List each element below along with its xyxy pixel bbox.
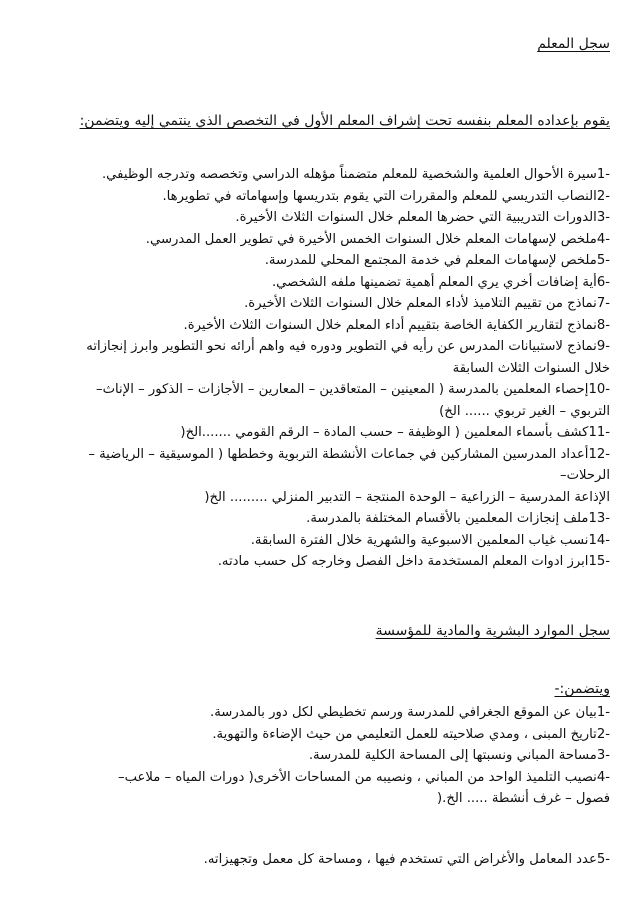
list-item: -15ابرز ادوات المعلم المستخدمة داخل الفصل وخارجه كل حسب مادته. <box>217 554 610 569</box>
list-item: -2النصاب التدريسي للمعلم والمقررات التي يقوم بتدريسها وإسهاماته في تطويرها. <box>162 188 610 204</box>
list-item: -5عدد المعامل والأغراض التي تستخدم فيها ، ومساحة كل معمل وتجهيزاته. <box>203 852 610 867</box>
teacher-record-list <box>14 164 610 573</box>
list-item-continuation: الإذاعة المدرسية – الزراعية – الوحدة المنتجة – التدبير المنزلي ......... الخ( <box>204 489 610 505</box>
list-item: -1سيرة الأحوال العلمية والشخصية للمعلم متضمناً مؤهله الدراسي وتخصصه وتدرجه الوظيفي. <box>101 167 610 182</box>
list-item-continuation: التربوي – الغير تربوي ...... الخ) <box>439 403 610 419</box>
list-item: -4نصيب التلميذ الواحد من المباني ، ونصيبه من المساحات الأخرى( دورات المياه – ملاعب– <box>118 769 610 785</box>
list-item: -13ملف إنجازات المعلمين بالأقسام المختلفة بالمدرسة. <box>306 511 610 526</box>
section-intro: يقوم بإعداده المعلم بنفسه تحت إشراف المعلم الأول في التخصص الذي ينتمي إليه ويتضمن: <box>79 113 610 129</box>
list-item: -3الدورات التدريبية التي حضرها المعلم خلال السنوات الثلاث الأخيرة. <box>235 210 610 225</box>
section-2-intro: ويتضمن:- <box>554 681 610 697</box>
list-item-continuation: خلال السنوات الثلاث السابقة <box>452 360 610 376</box>
list-item-continuation: الرحلات– <box>560 468 610 483</box>
resources-record-list <box>14 702 610 810</box>
list-item: -1بيان عن الموقع الجغرافي للمدرسة ورسم تخطيطي لكل دور بالمدرسة. <box>210 705 610 720</box>
list-item: -12أعداد المدرسين المشاركين في جماعات الأنشطة التربوية وخططها ( الموسيقية – الرياضية – <box>88 446 610 462</box>
list-item: -6أية إضافات أخري يري المعلم أهمية تضمينها ملفه الشخصي. <box>271 274 610 290</box>
section-2-title: سجل الموارد البشرية والمادية للمؤسسة <box>375 623 610 639</box>
list-item: -11كشف بأسماء المعلمين ( الوظيفة – حسب المادة – الرقم القومي .......الخ( <box>180 425 610 440</box>
list-item: -7نماذج من تقييم التلاميذ لأداء المعلم خلال السنوات الثلاث الأخيرة. <box>244 296 610 311</box>
list-item: -9نماذج لاستبيانات المدرس عن رأيه في التطوير ودوره فيه واهم أرائه نحو التطوير وابرز إنجازاته <box>86 339 610 354</box>
list-item: -5ملخص لإسهامات المعلم في خدمة المجتمع المحلي للمدرسة. <box>264 253 610 268</box>
list-item: -10إحصاء المعلمين بالمدرسة ( المعينين – المتعاقدين – المعارين – الأجازات – الذكور – الإناث– <box>96 382 610 397</box>
list-item-continuation: فصول – غرف أنشطة ..... الخ.( <box>436 791 610 806</box>
list-item: -14نسب غياب المعلمين الاسبوعية والشهرية خلال الفترة السابقة. <box>250 532 610 548</box>
list-item: -3مساحة المباني ونسبتها إلى المساحة الكلية للمدرسة. <box>308 748 610 763</box>
list-item: -4ملخص لإسهامات المعلم خلال السنوات الخمس الأخيرة في تطوير العمل المدرسي. <box>145 231 610 247</box>
page-title: سجل المعلم <box>537 36 610 52</box>
list-item: -2تاريخ المبنى ، ومدي صلاحيته للعمل التعليمي من حيث الإضاءة والتهوية. <box>212 726 610 742</box>
list-item: -8نماذج لتقارير الكفاية الخاصة بتقييم أداء المعلم خلال السنوات الثلاث الأخيرة. <box>183 317 610 333</box>
